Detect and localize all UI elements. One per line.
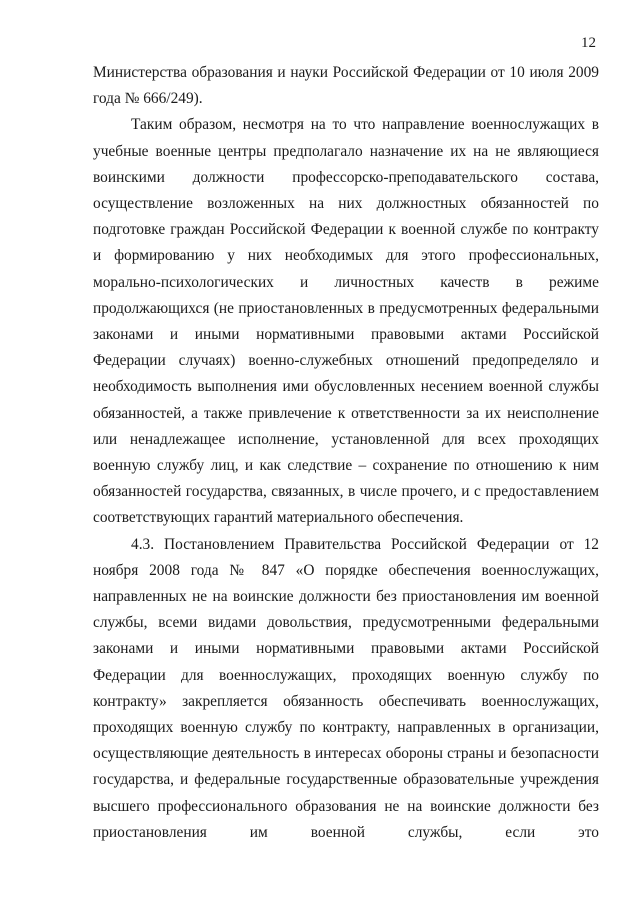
document-body (93, 60, 599, 846)
page-number: 12 (581, 35, 596, 51)
paragraph-conclusion: Таким образом, несмотря на то что направление военнослужащих в учебные военные центры предполагало назначение их на не являющиеся воинскими должности профессорско-преподавательского состава, осуществление возложенных на них должностных обязанностей по подготовке граждан Российской Федерации к военной службе по контракту и формированию у них необходимых для этого профессиональных, морально-психологических и личностных качеств в режиме продолжающихся (не приостановленных в предусмотренных федеральными законами и иными нормативными правовыми актами Российской Федерации случаях) военно-служебных отношений предопределяло и необходимость выполнения ими обусловленных несением военной службы обязанностей, а также привлечение к ответственности за их неисполнение или ненадлежащее исполнение, установленной для всех проходящих военную службу лиц, и как следствие – сохранение по отношению к ним обязанностей государства, связанных, в числе прочего, и с предоставлением соответствующих гарантий материального обеспечения. (93, 116, 599, 527)
paragraph-section-4-3: 4.3. Постановлением Правительства Российской Федерации от 12 ноября 2008 года № 847 «О порядке обеспечения военнослужащих, направленных не на воинские должности без приостановления им военной службы, всеми видами довольствия, предусмотренными федеральными законами и иными нормативными правовыми актами Российской Федерации для военнослужащих, проходящих военную службу по контракту» закрепляется обязанность обеспечивать военнослужащих, проходящих военную службу по контракту, направленных в организации, осуществляющие деятельность в интересах обороны страны и безопасности государства, и федеральные государственные образовательные учреждения высшего профессионального образования не на воинские должности без приостановления им военной службы, если это (93, 535, 599, 841)
paragraph-continuation: Министерства образования и науки Российской Федерации от 10 июля 2009 года № 666/249). (93, 64, 599, 108)
